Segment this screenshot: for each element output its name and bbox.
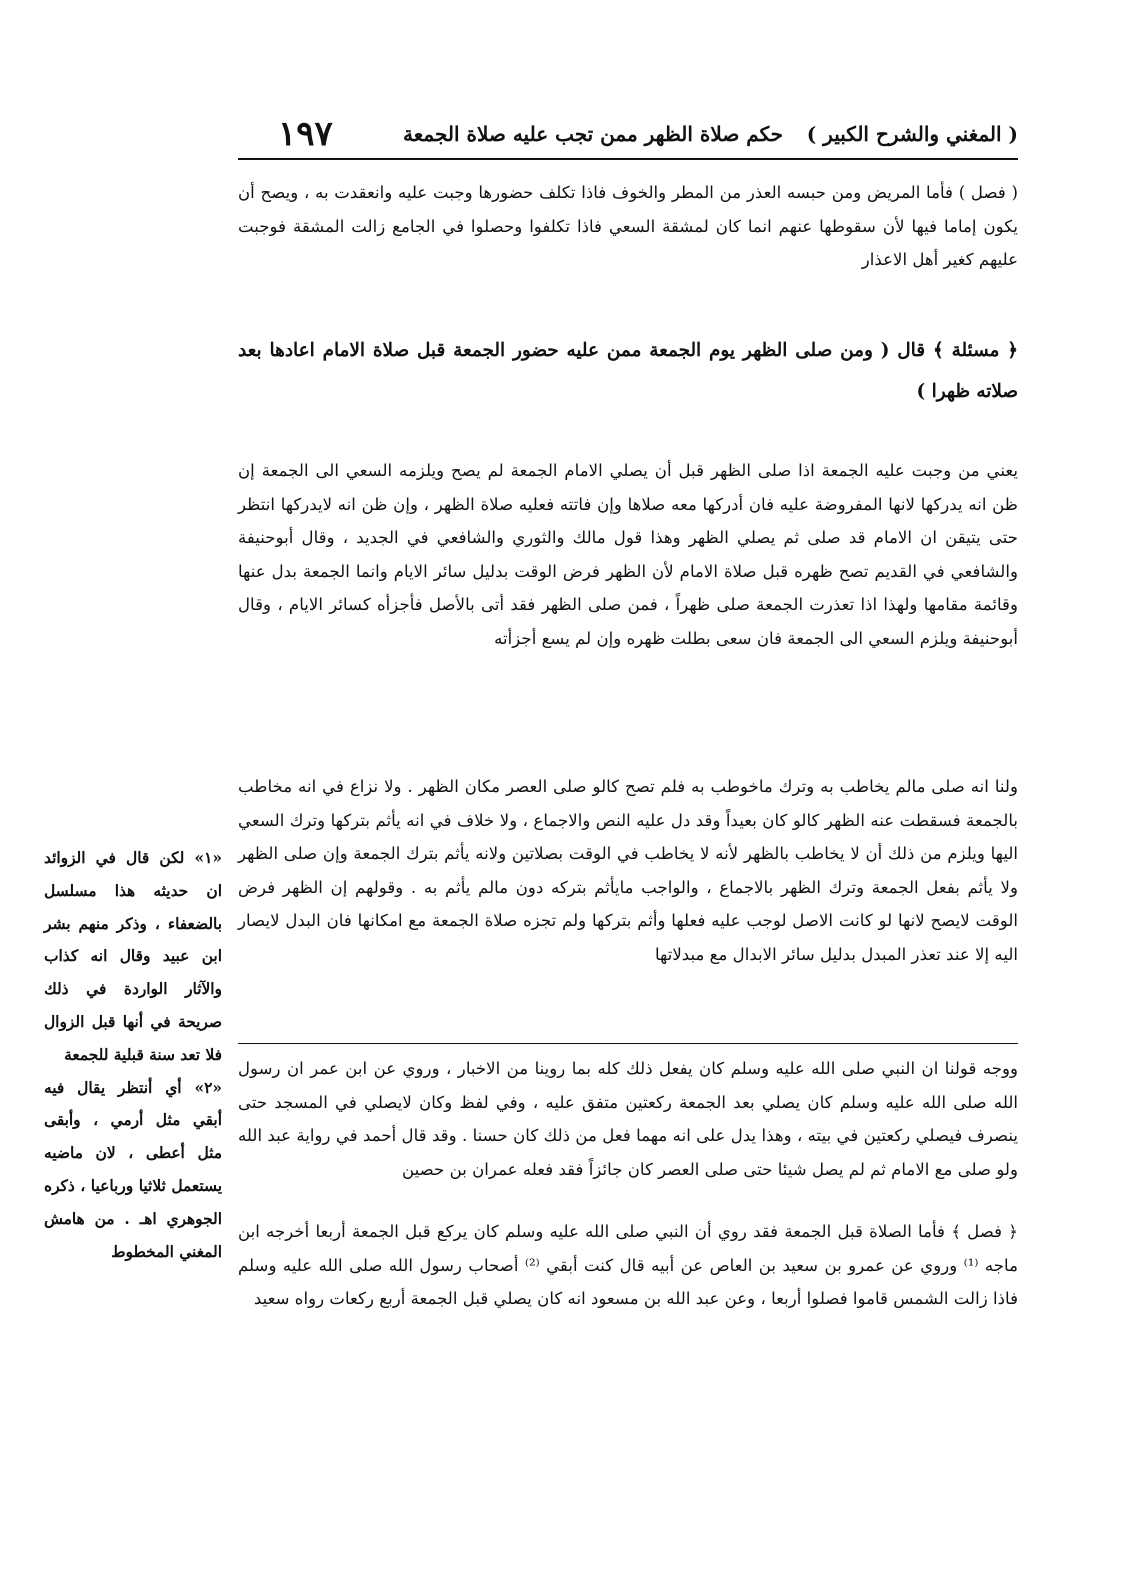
commentary-paragraph xyxy=(238,770,1018,971)
masala-heading xyxy=(238,330,1018,412)
sharh-paragraph xyxy=(238,1215,1018,1316)
masala-text: ﴿ مسئلة ﴾ قال ( ومن صلى الظهر يوم الجمعة ممن عليه حضور الجمعة قبل صلاة الامام اعادها بعد صلاته ظهرا ) xyxy=(238,340,1018,402)
commentary-paragraph xyxy=(238,454,1018,655)
header-divider xyxy=(238,158,1018,160)
paragraph-text: ولنا انه صلى مالم يخاطب به وترك ماخوطب به فلم تصح كالو صلى العصر مكان الظهر . ولا نزاع في انه مخاطب بالجمعة فسقطت عنه الظهر كالو كان بعيداً وقد دل عليه النص والاجماع ، ولا خلاف في انه يأثم بتركها وترك السعي اليها ويلزم من ذلك أن لا يخاطب بالظهر لأنه لا يخاطب في الوقت بصلاتين ولانه يأثم بترك الجمعة وإن صلى الظهر ولا يأثم بفعل الجمعة وترك الظهر بالاجماع ، والواجب مايأثم بتركه دون مالم يأثم به . وقولهم إن الظهر فرض الوقت لايصح لانها لو كانت الاصل لوجب عليه فعلها وأثم بتركها ولم تجزه صلاة الجمعة مع امكانها فان البدل لايصار اليه إلا عند تعذر المبدل بدليل سائر الابدال مع مبدلاتها xyxy=(238,777,1018,964)
margin-footnotes xyxy=(44,842,222,1268)
book-title: ( المغني والشرح الكبير ) xyxy=(806,122,1018,146)
paragraph-text: ﴿ فصل ﴾ فأما الصلاة قبل الجمعة فقد روي أن النبي صلى الله عليه وسلم كان يركع قبل الجمعة أربعا أخرجه ابن ماجه ⁽¹⁾ وروي عن عمرو بن سعيد بن العاص عن أبيه قال كنت أبقي ⁽²⁾ أصحاب رسول الله صلى الله عليه وسلم فاذا زالت الشمس قاموا فصلوا أربعا ، وعن عبد الله بن مسعود انه كان يصلي قبل الجمعة أربع ركعات رواه سعيد xyxy=(238,1222,1019,1308)
footnote: «١» لكن قال في الزوائد ان حديثه هذا مسلسل بالضعفاء ، وذكر منهم بشر ابن عبيد وقال انه كذاب والآثار الواردة في ذلك صريحة في أنها قبل الزوال فلا تعد سنة قبلية للجمعة xyxy=(44,849,222,1064)
page-header xyxy=(238,112,1018,158)
chapter-title: حكم صلاة الظهر ممن تجب عليه صلاة الجمعة xyxy=(403,122,783,146)
section-divider xyxy=(238,1043,1018,1044)
paragraph-text: ( فصل ) فأما المريض ومن حبسه العذر من المطر والخوف فاذا تكلف حضورها وجبت عليه وانعقدت به ، ويصح أن يكون إماما فيها لأن سقوطها عنهم انما كان لمشقة السعي فاذا تكلفوا وحصلوا في الجامع زالت المشقة فوجبت عليهم كغير أهل الاعذار xyxy=(238,183,1018,269)
paragraph-text: يعني من وجبت عليه الجمعة اذا صلى الظهر قبل أن يصلي الامام الجمعة لم يصح ويلزمه السعي الى الجمعة إن ظن انه يدركها لانها المفروضة عليه فان أدركها معه صلاها وإن فاتته فعليه صلاة الظهر ، وإن ظن انه لايدركها انتظر حتى يتيقن ان الامام قد صلى ثم يصلي الظهر وهذا قول مالك والثوري والشافعي في الجديد ، وقال أبوحنيفة والشافعي في القديم تصح ظهره قبل صلاة الامام لأن الظهر فرض الوقت بدليل سائر الايام وانما الجمعة بدل عنها وقائمة مقامها ولهذا اذا تعذرت الجمعة صلى ظهراً ، فمن صلى الظهر فقد أتى بالأصل فأجزأه كسائر الايام ، وقال أبوحنيفة ويلزم السعي الى الجمعة فان سعى بطلت ظهره وإن لم يسع أجزأته xyxy=(238,461,1018,648)
page-number: ١٩٧ xyxy=(278,114,333,154)
fasl-paragraph xyxy=(238,176,1018,277)
paragraph-text: ووجه قولنا ان النبي صلى الله عليه وسلم كان يفعل ذلك كله بما روينا من الاخبار ، وروي عن ابن عمر ان رسول الله صلى الله عليه وسلم كان يصلي بعد الجمعة ركعتين متفق عليه ، وفي لفظ وكان لايصلي في المسجد حتى ينصرف فيصلي ركعتين في بيته ، وهذا يدل على انه مهما فعل من ذلك كان حسنا . وقد قال أحمد في رواية عبد الله ولو صلى مع الامام ثم لم يصل شيئا حتى صلى العصر كان جائزاً فقد فعله عمران بن حصين xyxy=(238,1059,1018,1179)
sharh-paragraph xyxy=(238,1052,1018,1186)
footnote: «٢» أي أنتظر يقال فيه أبقي مثل أرمي ، وأبقى مثل أعطى ، لان ماضيه يستعمل ثلاثيا ورباعيا ، ذكره الجوهري اهـ . من هامش المغني المخطوط xyxy=(44,1078,222,1261)
